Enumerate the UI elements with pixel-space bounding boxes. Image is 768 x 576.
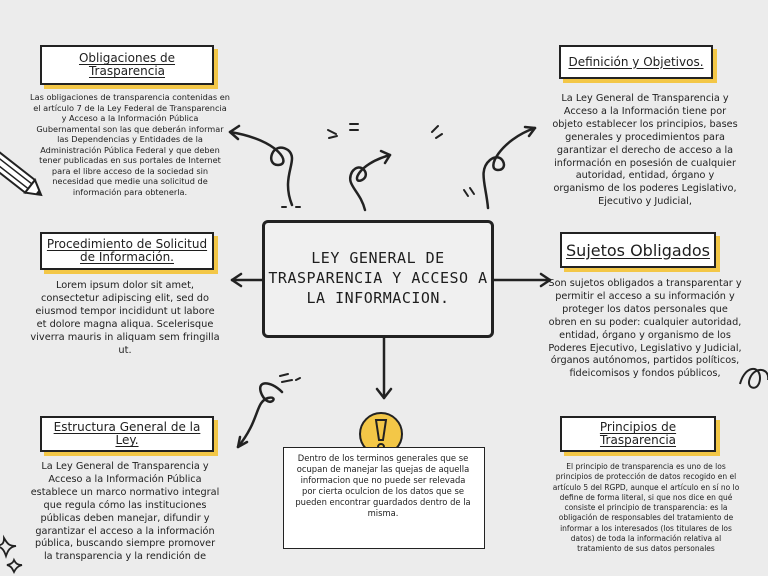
note-text: Dentro de los terminos generales que se ocupan de manejar las quejas de aquella informacion que no puede ser relevada por cierta oculcion de los datos que se pueden encontrar guardados dentro de la misma. xyxy=(295,453,471,518)
procedimiento-text: Lorem ipsum dolor sit amet, consectetur adipiscing elit, sed do eiusmod tempor incididunt ut labore et dolore magna aliqua. Scelerisque viverra mauris in aliquam sem fringilla ut. xyxy=(30,280,220,356)
arrow-to-obligaciones xyxy=(230,132,292,205)
swirl-icon xyxy=(740,369,768,388)
definicion-text: La Ley General de Transparencia y Acceso a la Información tiene por objeto establecer los principios, bases generales y procedimientos para garantizar el derecho de acceso a la información en posesión de cualquier autoridad, entidad, órgano y organismo de los poderes Legislativo, Ejecutivo y Judicial, xyxy=(552,93,738,208)
definicion-title: Definición y Objetivos. xyxy=(568,54,704,69)
sujetos-text: Son sujetos obligados a transparentar y permitir el acceso a su información y proteger los datos personales que obren en su poder: cualquier autoridad, entidad, órgano y organismo de los Poderes Ejecutivo, Legislativo y Judicial, órganos autónomos, partidos políticos, fideicomisos y fondos públicos, xyxy=(548,278,742,380)
definicion-title-box xyxy=(559,45,713,79)
estructura-title: Estructura General de la Ley. xyxy=(53,420,201,447)
procedimiento-title: Procedimiento de Solicitud de Información. xyxy=(46,237,208,264)
obligaciones-text: Las obligaciones de transparencia contenidas en el artículo 7 de la Ley Federal de Transparencia y Acceso a la Información Pública Gubernamental son las que deberán informar las Dependencias y Entidades de la Administración Pública Federal y que deben tener publicadas en sus portales de Internet para el libre acceso de la sociedad sin necesidad que medie una solicitud de información para obtenerla. xyxy=(30,92,230,197)
central-topic-title: LEY GENERAL DE TRASPARENCIA Y ACCESO A LA INFORMACION. xyxy=(268,249,488,307)
procedimiento-title-box xyxy=(40,232,214,270)
sujetos-title: Sujetos Obligados xyxy=(566,240,710,260)
arrow-to-definicion xyxy=(484,128,535,208)
estructura-title-box xyxy=(40,416,214,452)
principios-title-box xyxy=(560,416,716,452)
principios-title: Principios de Trasparencia xyxy=(599,420,677,447)
arrow-to-estructura xyxy=(238,383,282,447)
obligaciones-title-box xyxy=(40,45,214,85)
sujetos-title-box xyxy=(560,232,716,268)
sparkle-icon xyxy=(0,538,22,572)
obligaciones-title: Obligaciones de Trasparencia xyxy=(78,51,176,78)
principios-text: El principio de transparencia es uno de los principios de protección de datos recogido en el artículo 5 del RGPD, aunque el artículo en sí no lo define de forma literal, si que nos dice en qué consiste el principio de transparencia: es la obligación de responsables del tratamiento de informar a los interesados (los titulares de los datos) de toda la información relativa al tratamiento de sus datos personales xyxy=(552,462,740,554)
estructura-text: La Ley General de Transparencia y Acceso a la Información Pública establece un marco normativo integral que regula cómo las instituciones públicas deben manejar, difundir y garantizar el acceso a la información pública, buscando siempre promover la transparencia y la rendición de xyxy=(30,461,220,563)
